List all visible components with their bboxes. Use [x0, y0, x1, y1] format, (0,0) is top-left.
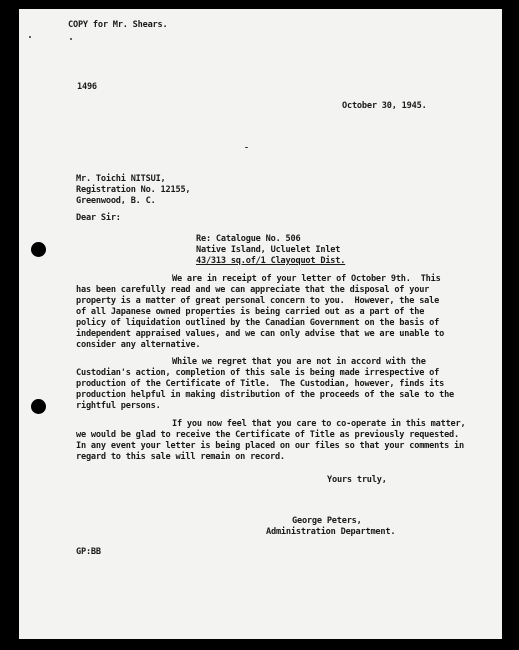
reference-property: Native Island, Ucluelet Inlet [196, 245, 341, 255]
punch-hole-upper [31, 242, 46, 257]
recipient-name: Mr. Toichi NITSUI, [76, 174, 166, 184]
scan-speck [29, 36, 31, 38]
body-line: If you now feel that you care to co-operate in this matter, [172, 419, 466, 429]
body-line: policy of liquidation outlined by the Canadian Government on the basis of [76, 318, 440, 328]
body-line: regard to this sale will remain on record. [76, 452, 285, 462]
recipient-location: Greenwood, B. C. [76, 196, 156, 206]
body-line: consider any alternative. [76, 340, 201, 350]
body-line: While we regret that you are not in accord with the [172, 357, 426, 367]
body-line: of all Japanese owned properties is being carried out as a part of the [76, 307, 425, 317]
closing: Yours truly, [327, 475, 387, 485]
file-number: 1496 [77, 82, 97, 92]
body-line: independent appraised values, and we can only advise that we are unable to [76, 329, 445, 339]
letter-date: October 30, 1945. [342, 101, 427, 111]
body-line: Custodian's action, completion of this sale is being made irrespective of [76, 368, 440, 378]
punch-hole-lower [31, 399, 46, 414]
body-line: we would be glad to receive the Certificate of Title as previously requested. [76, 430, 459, 440]
body-line: We are in receipt of your letter of October 9th. This [172, 274, 441, 284]
copy-note: COPY for Mr. Shears. [68, 20, 168, 30]
typist-initials: GP:BB [76, 547, 101, 557]
body-line: In any event your letter is being placed on our files so that your comments in [76, 441, 464, 451]
salutation: Dear Sir: [76, 213, 121, 223]
signature-name: George Peters, [292, 516, 362, 526]
scan-speck [245, 147, 248, 148]
reference-district: 43/313 sq.of/1 Clayoquot Dist. [196, 256, 346, 266]
body-line: rightful persons. [76, 401, 161, 411]
recipient-registration: Registration No. 12155, [76, 185, 191, 195]
reference-catalogue: Re: Catalogue No. 506 [196, 234, 301, 244]
body-line: property is a matter of great personal concern to you. However, the sale [76, 296, 440, 306]
body-line: production helpful in making distribution of the proceeds of the sale to the [76, 390, 455, 400]
scan-speck [70, 38, 72, 40]
body-line: has been carefully read and we can appreciate that the disposal of your [76, 285, 430, 295]
body-line: production of the Certificate of Title. The Custodian, however, finds its [76, 379, 445, 389]
signature-title: Administration Department. [266, 527, 396, 537]
